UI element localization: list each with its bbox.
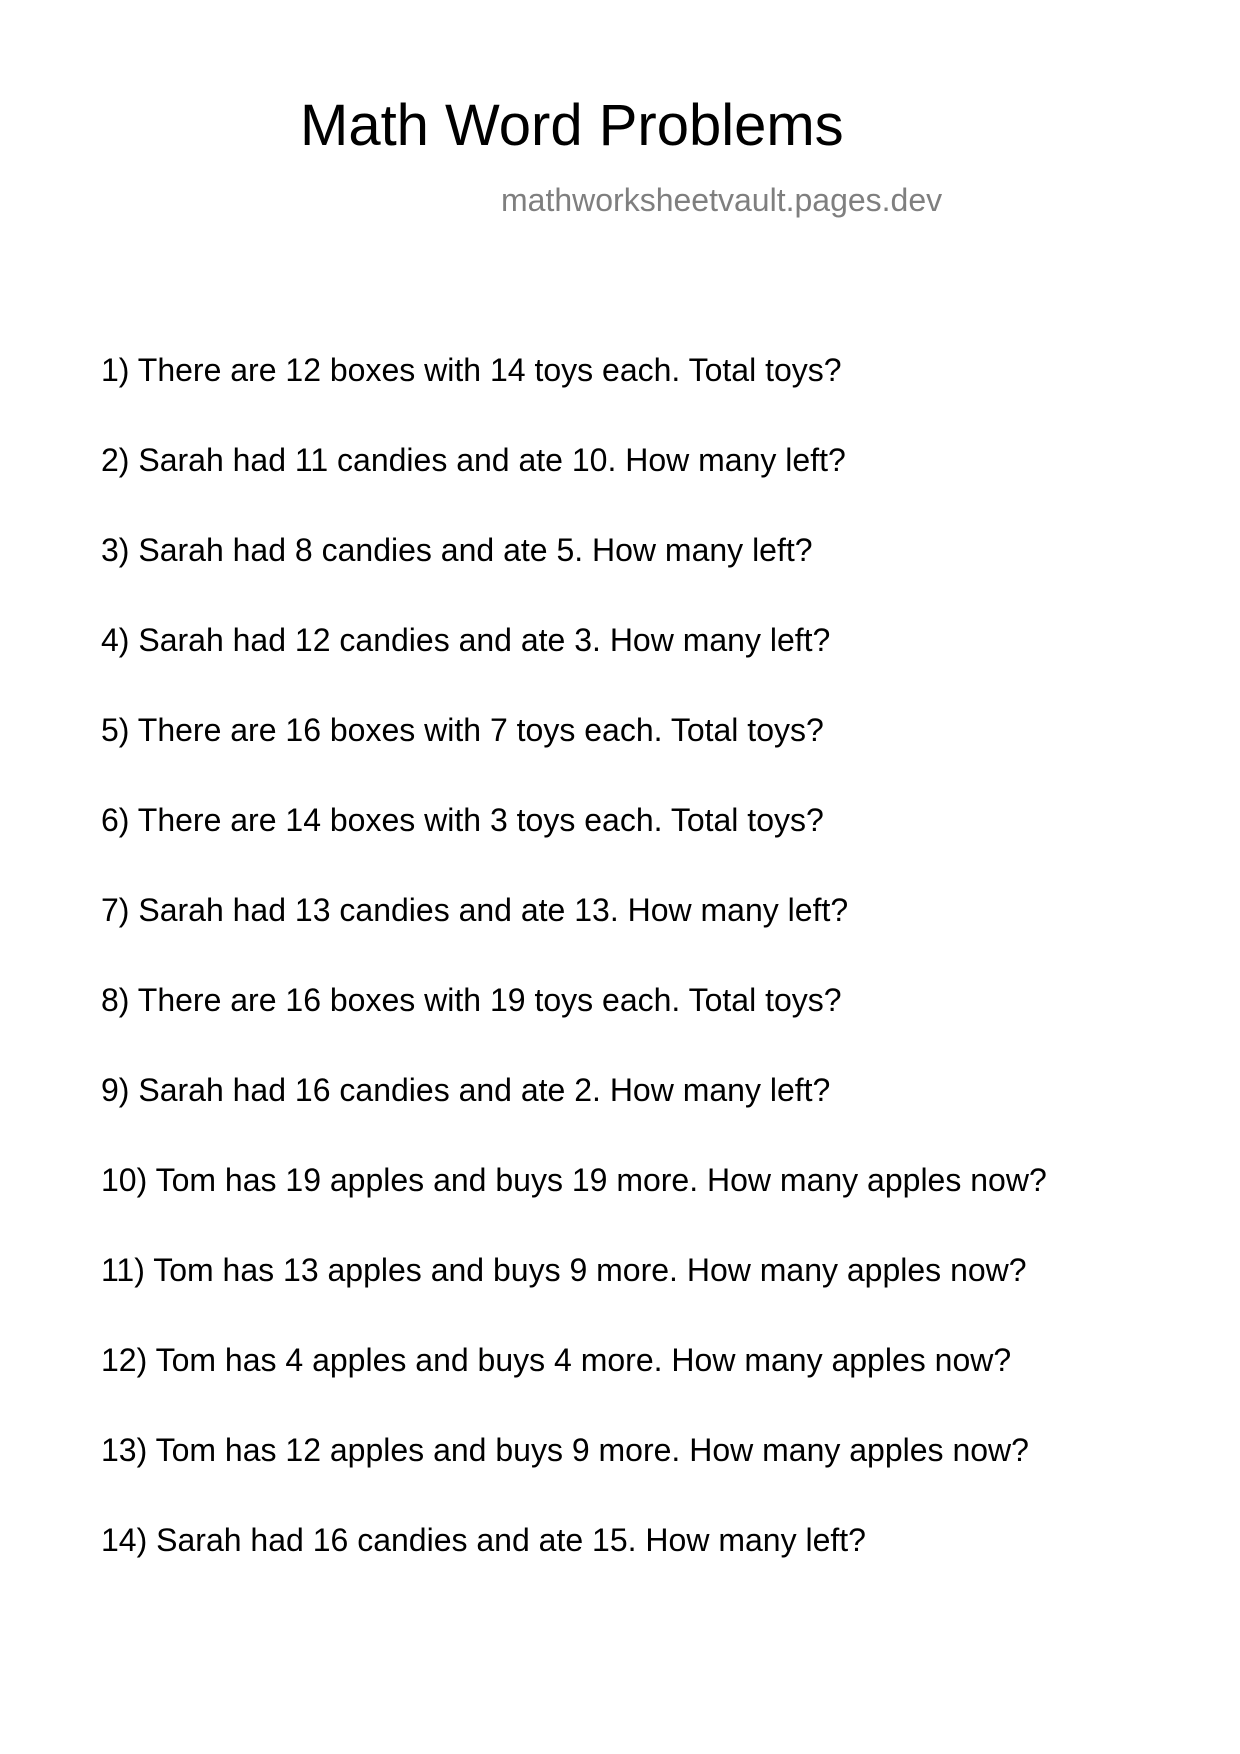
problem-item: 11) Tom has 13 apples and buys 9 more. How many apples now? bbox=[101, 1252, 1027, 1288]
source-url: mathworksheetvault.pages.dev bbox=[501, 182, 943, 218]
problem-item: 4) Sarah had 12 candies and ate 3. How many left? bbox=[101, 622, 831, 658]
problem-item: 8) There are 16 boxes with 19 toys each. Total toys? bbox=[101, 982, 842, 1018]
problem-item: 14) Sarah had 16 candies and ate 15. How many left? bbox=[101, 1522, 866, 1558]
problem-item: 9) Sarah had 16 candies and ate 2. How many left? bbox=[101, 1072, 831, 1108]
problem-item: 5) There are 16 boxes with 7 toys each. Total toys? bbox=[101, 712, 824, 748]
problem-item: 3) Sarah had 8 candies and ate 5. How many left? bbox=[101, 532, 813, 568]
problem-item: 1) There are 12 boxes with 14 toys each. Total toys? bbox=[101, 352, 842, 388]
problem-item: 12) Tom has 4 apples and buys 4 more. How many apples now? bbox=[101, 1342, 1012, 1378]
problem-item: 7) Sarah had 13 candies and ate 13. How many left? bbox=[101, 892, 849, 928]
problem-list bbox=[101, 350, 1047, 1610]
problem-item: 2) Sarah had 11 candies and ate 10. How many left? bbox=[101, 442, 846, 478]
problem-item: 6) There are 14 boxes with 3 toys each. Total toys? bbox=[101, 802, 824, 838]
problem-item: 13) Tom has 12 apples and buys 9 more. How many apples now? bbox=[101, 1432, 1029, 1468]
problem-item: 10) Tom has 19 apples and buys 19 more. How many apples now? bbox=[101, 1162, 1047, 1198]
page-title: Math Word Problems bbox=[300, 93, 844, 158]
